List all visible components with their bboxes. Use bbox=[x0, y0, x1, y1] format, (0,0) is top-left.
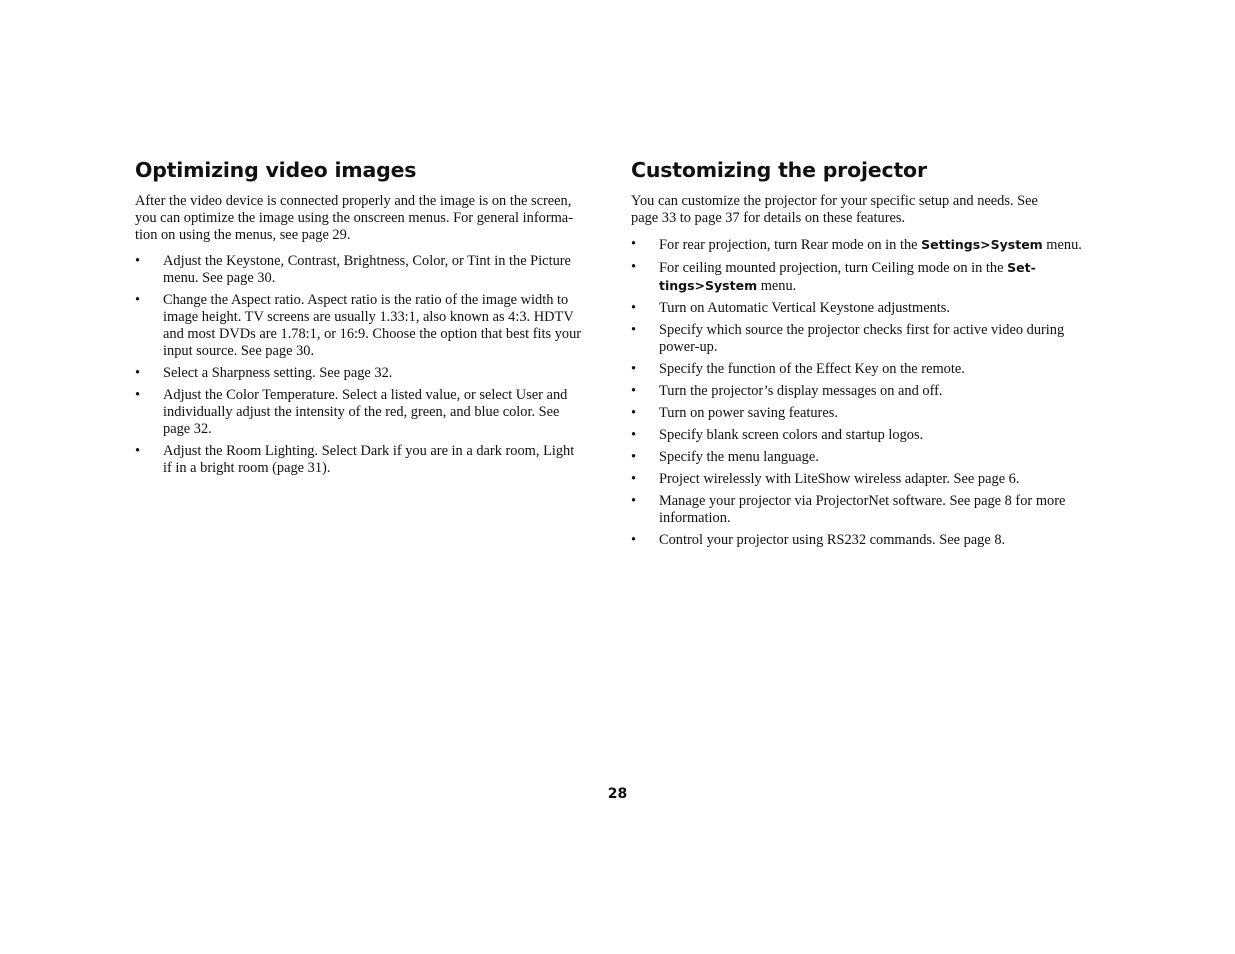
menu-path: tings>System bbox=[659, 278, 758, 293]
text-line: power-up. bbox=[659, 339, 718, 355]
text-line: you can optimize the image using the onscreen menus. For general informa- bbox=[135, 210, 573, 226]
list-item bbox=[135, 253, 605, 287]
bullet-icon: • bbox=[135, 292, 141, 308]
right-column bbox=[631, 156, 1096, 554]
text-line: Adjust the Room Lighting. Select Dark if you are in a dark room, Light bbox=[163, 443, 575, 459]
list-item bbox=[631, 300, 1096, 317]
section-heading-optimizing: Optimizing video images bbox=[135, 158, 417, 182]
bullet-icon: • bbox=[631, 471, 637, 487]
bullet-icon: • bbox=[631, 259, 637, 275]
bullet-icon: • bbox=[631, 383, 637, 399]
bullet-icon: • bbox=[135, 443, 141, 459]
list-item bbox=[631, 322, 1096, 356]
list-item bbox=[135, 387, 605, 438]
text-line: if in a bright room (page 31). bbox=[163, 460, 331, 476]
list-item bbox=[135, 292, 605, 360]
page-number: 28 bbox=[607, 786, 628, 802]
intro-paragraph bbox=[135, 193, 605, 244]
bullet-icon: • bbox=[631, 361, 637, 377]
text-line: individually adjust the intensity of the red, green, and blue color. See bbox=[163, 404, 560, 420]
menu-path: Set- bbox=[1007, 260, 1036, 275]
menu-path: Settings>System bbox=[921, 237, 1043, 252]
text-line: Turn on power saving features. bbox=[659, 405, 838, 421]
text-line: Specify the menu language. bbox=[659, 449, 819, 465]
bullet-icon: • bbox=[631, 449, 637, 465]
bullet-list bbox=[631, 236, 1096, 549]
list-item bbox=[631, 259, 1096, 295]
list-item bbox=[631, 427, 1096, 444]
text-line: menu. See page 30. bbox=[163, 270, 276, 286]
intro-paragraph bbox=[631, 193, 1096, 227]
list-item bbox=[631, 493, 1096, 527]
left-column bbox=[135, 156, 605, 482]
list-item bbox=[631, 236, 1096, 254]
text-line: Turn on Automatic Vertical Keystone adjustments. bbox=[659, 300, 950, 316]
text-segment: menu. bbox=[1042, 237, 1082, 253]
text-line: Specify the function of the Effect Key on the remote. bbox=[659, 361, 965, 377]
bullet-icon: • bbox=[135, 387, 141, 403]
text-line: tion on using the menus, see page 29. bbox=[135, 227, 351, 243]
text-line: and most DVDs are 1.78:1, or 16:9. Choose the option that best fits your bbox=[163, 326, 582, 342]
text-line: page 33 to page 37 for details on these features. bbox=[631, 210, 906, 226]
text-segment: For ceiling mounted projection, turn Ceiling mode on in the bbox=[659, 260, 1008, 276]
bullet-icon: • bbox=[631, 427, 637, 443]
list-item bbox=[631, 361, 1096, 378]
list-item bbox=[631, 471, 1096, 488]
text-line: Adjust the Color Temperature. Select a listed value, or select User and bbox=[163, 387, 568, 403]
text-line: input source. See page 30. bbox=[163, 343, 315, 359]
text-line: page 32. bbox=[163, 421, 212, 437]
text-line: You can customize the projector for your specific setup and needs. See bbox=[631, 193, 1038, 209]
bullet-list bbox=[135, 253, 605, 477]
bullet-icon: • bbox=[631, 493, 637, 509]
section-heading-customizing: Customizing the projector bbox=[631, 158, 927, 182]
list-item bbox=[631, 383, 1096, 400]
text-line: Specify blank screen colors and startup logos. bbox=[659, 427, 924, 443]
text-segment: For rear projection, turn Rear mode on in the bbox=[659, 237, 922, 253]
text-line: Control your projector using RS232 commands. See page 8. bbox=[659, 532, 1006, 548]
text-line: Turn the projector’s display messages on and off. bbox=[659, 383, 943, 399]
bullet-icon: • bbox=[135, 365, 141, 381]
bullet-icon: • bbox=[631, 300, 637, 316]
bullet-icon: • bbox=[631, 532, 637, 548]
text-line: Select a Sharpness setting. See page 32. bbox=[163, 365, 393, 381]
list-item bbox=[631, 449, 1096, 466]
list-item bbox=[631, 532, 1096, 549]
text-line: After the video device is connected properly and the image is on the screen, bbox=[135, 193, 572, 209]
text-line: Specify which source the projector checks first for active video during bbox=[659, 322, 1065, 338]
text-line: information. bbox=[659, 510, 731, 526]
text-line: Adjust the Keystone, Contrast, Brightness, Color, or Tint in the Picture bbox=[163, 253, 571, 269]
bullet-icon: • bbox=[631, 236, 637, 252]
bullet-icon: • bbox=[631, 322, 637, 338]
text-segment: menu. bbox=[757, 278, 797, 294]
text-line: Project wirelessly with LiteShow wireless adapter. See page 6. bbox=[659, 471, 1020, 487]
list-item bbox=[135, 443, 605, 477]
text-line: image height. TV screens are usually 1.33:1, also known as 4:3. HDTV bbox=[163, 309, 574, 325]
list-item bbox=[631, 405, 1096, 422]
list-item bbox=[135, 365, 605, 382]
text-line: Change the Aspect ratio. Aspect ratio is the ratio of the image width to bbox=[163, 292, 569, 308]
text-line: Manage your projector via ProjectorNet software. See page 8 for more bbox=[659, 493, 1066, 509]
bullet-icon: • bbox=[135, 253, 141, 269]
bullet-icon: • bbox=[631, 405, 637, 421]
